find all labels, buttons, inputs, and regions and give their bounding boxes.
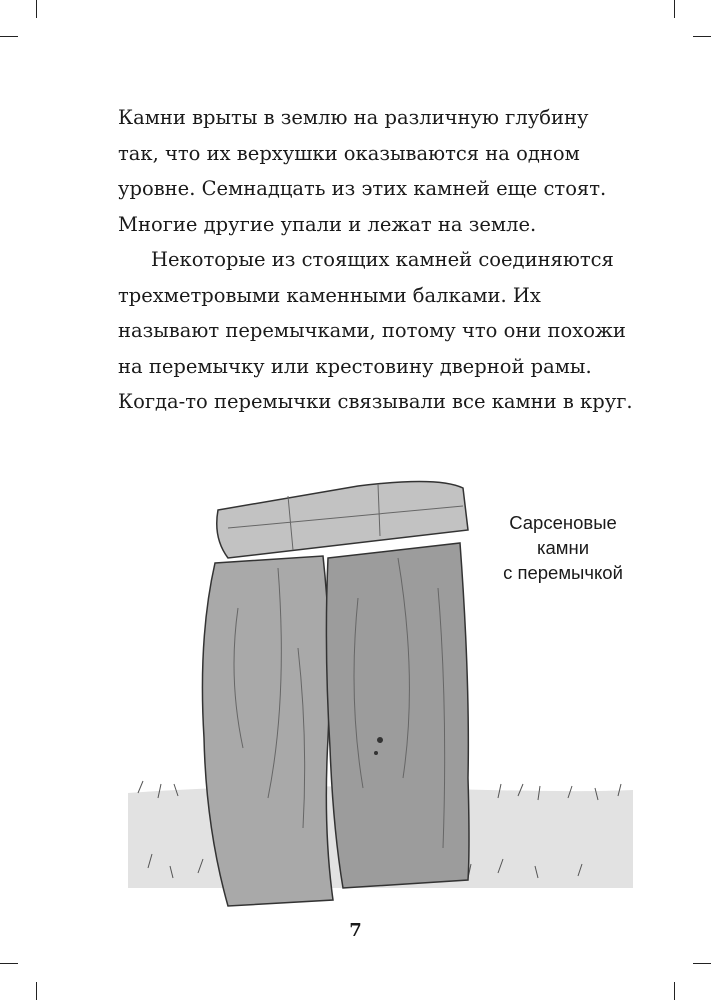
crop-mark: [0, 963, 18, 964]
text-line: уровне. Семнадцать из этих камней еще стоят.: [118, 177, 607, 200]
text-line: на перемычку или крестовину дверной рамы.: [118, 354, 592, 378]
crop-mark: [36, 982, 37, 1000]
text-line: Камни врыты в землю на различную глубину: [118, 106, 589, 129]
left-upright-stone: [202, 556, 333, 906]
caption-line: с перемычкой: [503, 562, 623, 583]
page-number: 7: [349, 920, 362, 941]
text-line: трехметровыми каменными балками. Их: [118, 283, 541, 307]
caption-line: Сарсеновые: [509, 512, 617, 533]
text-line: называют перемычками, потому что они похожи: [118, 319, 626, 342]
crop-mark: [674, 0, 675, 18]
crop-mark: [693, 963, 711, 964]
body-text: [118, 100, 638, 420]
crop-mark: [0, 36, 18, 37]
text-line: Некоторые из стоящих камней соединяются: [151, 248, 614, 271]
text-line: так, что их верхушки оказываются на одном: [118, 141, 580, 165]
crop-mark: [693, 36, 711, 37]
text-line: Многие другие упали и лежат на земле.: [118, 212, 537, 236]
crop-mark: [674, 982, 675, 1000]
text-line: Когда-то перемычки связывали все камни в круг.: [118, 390, 633, 413]
right-upright-stone: [326, 543, 469, 888]
caption-line: камни: [536, 537, 590, 558]
crop-mark: [36, 0, 37, 18]
figure-caption: [478, 510, 648, 585]
